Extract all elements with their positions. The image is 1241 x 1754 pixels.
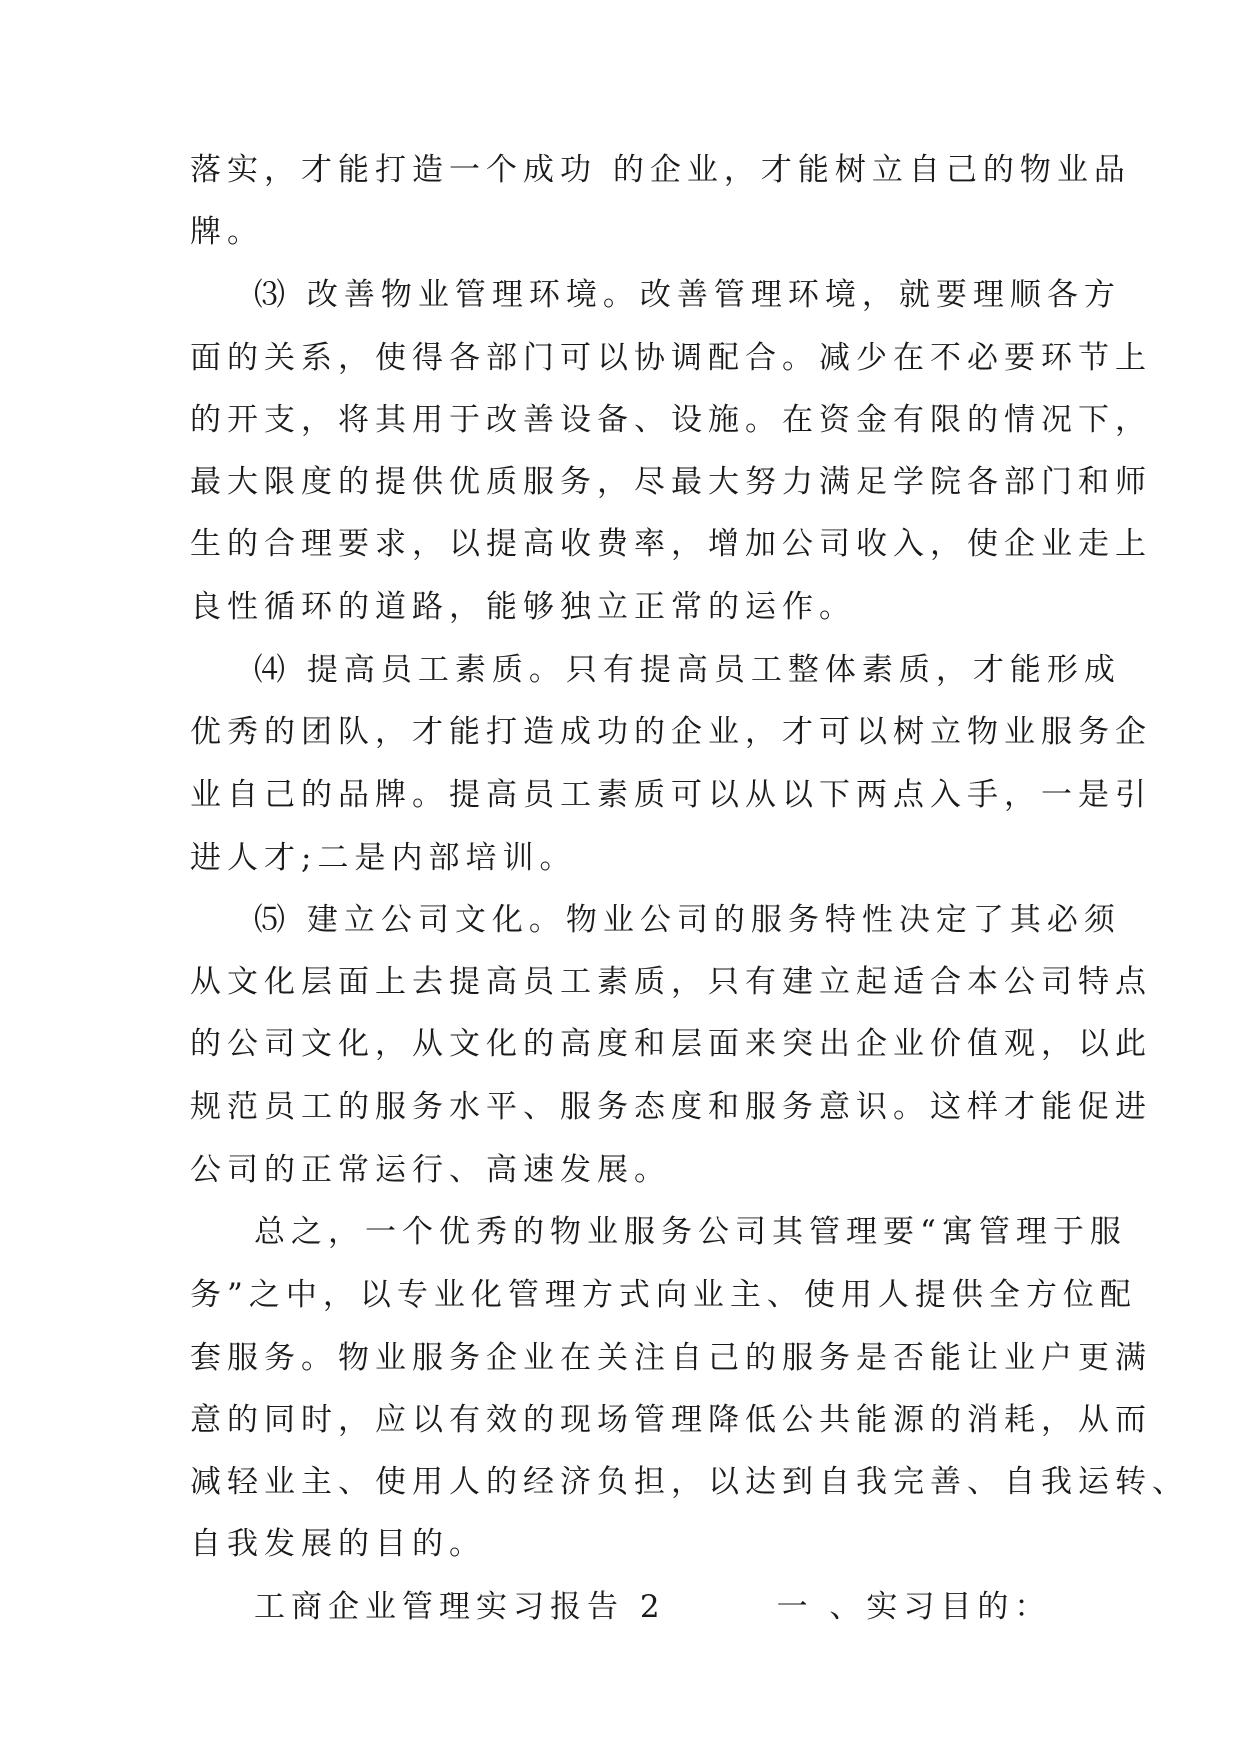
paragraph-heading: ⑷ 提高员工素质。只有提高员工整体素质，才能形成 [254,652,1121,688]
text-line: 生的合理要求，以提高收费率，增加公司收入，使企业走上 [190,526,1152,562]
text-line: 良性循环的道路，能够独立正常的运作。 [190,589,856,625]
paragraph-heading: ⑶ 改善物业管理环境。改善管理环境，就要理顺各方 [254,277,1121,313]
text-line: 自我发展的目的。 [190,1526,486,1562]
text-line: 优秀的团队，才能打造成功的企业，才可以树立物业服务企 [190,714,1152,750]
text-line: 最大限度的提供优质服务，尽最大努力满足学院各部门和师 [190,464,1152,500]
document-page [190,148,1189,1678]
paragraph-heading: ⑸ 建立公司文化。物业公司的服务特性决定了其必须 [254,902,1121,938]
text-line: 意的同时，应以有效的现场管理降低公共能源的消耗，从而 [190,1402,1152,1438]
text-line: 减轻业主、使用人的经济负担，以达到自我完善、自我运转、 [190,1464,1189,1500]
text-line: 规范员工的服务水平、服务态度和服务意识。这样才能促进 [190,1089,1152,1125]
text-line: 业自己的品牌。提高员工素质可以从以下两点入手，一是引 [190,777,1152,813]
text-line: 面的关系，使得各部门可以协调配合。减少在不必要环节上 [190,340,1152,376]
text-line: 落实，才能打造一个成功 的企业，才能树立自己的物业品 [190,152,1131,188]
text-line: 的公司文化，从文化的高度和层面来突出企业价值观，以此 [190,1026,1152,1062]
text-line: 进人才;二是内部培训。 [190,840,577,876]
section-heading: 工商企业管理实习报告 2 一 、实习目的： [254,1589,1052,1625]
text-line: 从文化层面上去提高员工素质，只有建立起适合本公司特点 [190,964,1152,1000]
paragraph-start: 总之，一个优秀的物业服务公司其管理要“寓管理于服 [254,1214,1127,1250]
text-line: 牌。 [190,214,264,250]
text-line: 套服务。物业服务企业在关注自己的服务是否能让业户更满 [190,1340,1152,1376]
text-line: 公司的正常运行、高速发展。 [190,1152,671,1188]
text-line: 的开支，将其用于改善设备、设施。在资金有限的情况下， [190,402,1152,438]
text-line: 务”之中，以专业化管理方式向业主、使用人提供全方位配 [190,1277,1137,1313]
